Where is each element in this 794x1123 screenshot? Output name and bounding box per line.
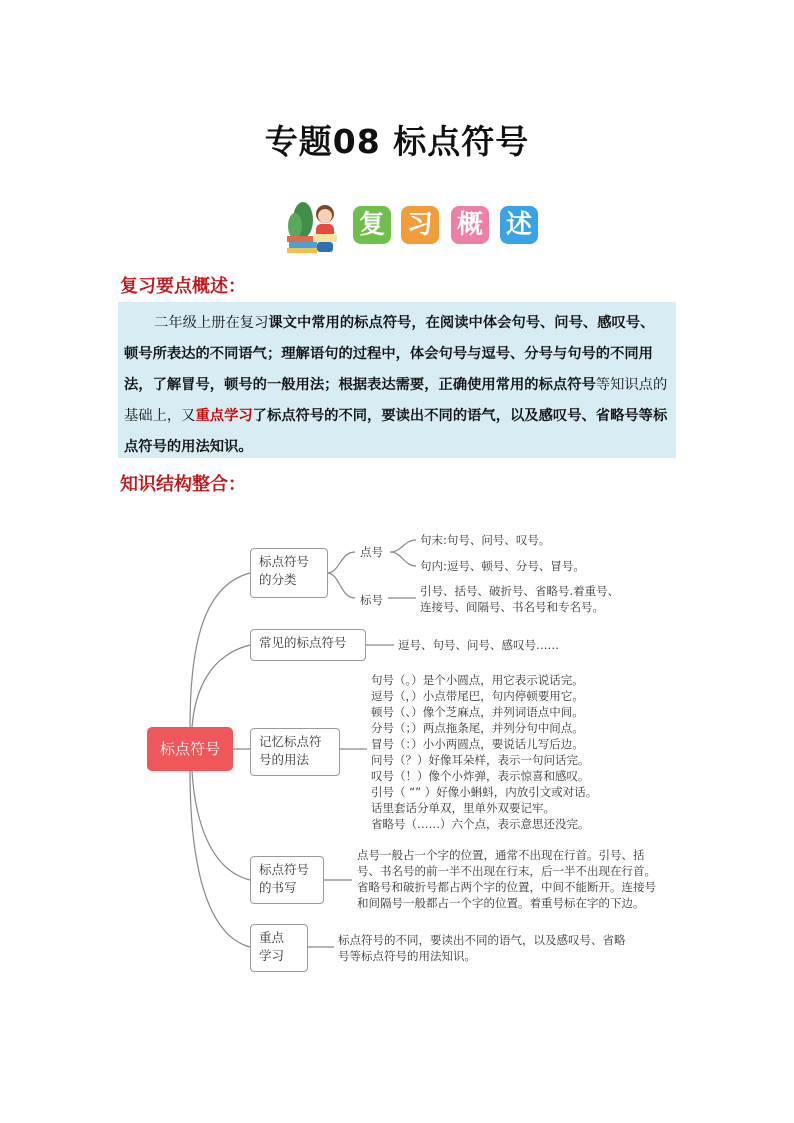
branch-label-line: 标点符号	[259, 862, 310, 877]
mindmap-branch-classification	[250, 548, 328, 598]
mindmap-text: 句末:句号、问号、叹号。	[420, 533, 551, 547]
summary-key-study: 重点学习	[195, 408, 253, 424]
mindmap-text: 引号（ “” ）好像小蝌蚪，内放引文或对话。	[371, 785, 598, 799]
branch-label-line: 学习	[259, 948, 285, 963]
mindmap-text: 分号（；）两点拖条尾，并列分句中间点。	[371, 721, 584, 735]
branch-label-line: 号的用法	[259, 752, 310, 767]
mindmap-text: 句内:逗号、顿号、分号、冒号。	[420, 559, 585, 573]
mindmap-text: 问号（？）好像耳朵样，表示一句问话完。	[371, 753, 590, 767]
summary-part-2: 课文中常用的标点符号，在阅读中体会句号、问号、感叹号、顿号所表达的不同语气；理解语句的过程中，体会句号与逗号、分号与句号的不同用法，了解冒号，顿号的一般用法；根据表达需要，正确使用常用的标点符号	[124, 315, 655, 393]
branch-label-line: 的分类	[259, 572, 297, 587]
mindmap-text: 逗号、句号、问号、感叹号……	[398, 638, 559, 652]
banner-char-4: 述	[500, 206, 538, 244]
mindmap-sub-dianhao: 点号	[360, 545, 383, 559]
branch-label-line: 重点	[259, 930, 285, 945]
mindmap-text: 顿号（、）像个芝麻点，并列词语点中间。	[371, 705, 584, 719]
mindmap-branch-memorize	[250, 728, 340, 776]
mindmap-text: 话里套话分单双，里单外双要记牢。	[371, 801, 555, 815]
banner-char-2: 习	[401, 206, 439, 244]
branch-label-line: 的书写	[259, 880, 297, 895]
mindmap-branch-key-study	[250, 924, 308, 972]
mindmap-branch-common	[250, 629, 366, 661]
mindmap-root: 标点符号	[147, 727, 233, 771]
mindmap-text: 省略号（……）六个点，表示意思还没完。	[371, 817, 590, 831]
mindmap-text: 叹号（！）像个小炸弹，表示惊喜和感叹。	[371, 769, 590, 783]
mindmap-branch-writing	[250, 856, 324, 904]
mindmap-text: 号等标点符号的用法知识。	[338, 949, 476, 963]
mindmap-text: 和间隔号一般都占一个字的位置。着重号标在字的下边。	[357, 896, 645, 910]
branch-label-line: 常见的标点符号	[259, 635, 347, 650]
mindmap-text: 句号（。）是个小圆点，用它表示说话完。	[371, 673, 584, 687]
summary-part-3: 等知识点的基础上，又	[124, 377, 668, 424]
mindmap-text: 逗号（，）小点带尾巴，句内停顿要用它。	[371, 689, 584, 703]
mindmap-text: 标点符号的不同，要读出不同的语气，以及感叹号、省略	[338, 933, 626, 947]
knowledge-structure-heading: 知识结构整合：	[120, 474, 246, 495]
mindmap-text: 省略号和破折号都占两个字的位置，中间不能断开。连接号	[357, 880, 656, 894]
summary-part-5: 了标点符号的不同，要读出不同的语气，以及感叹号、省略号等标点符号的用法知识。	[124, 408, 668, 455]
mindmap-text: 号、书名号的前一半不出现在行末，后一半不出现在行首。	[357, 864, 656, 878]
branch-label-line: 标点符号	[259, 554, 310, 569]
mindmap-text: 引号、括号、破折号、省略号.着重号、	[420, 584, 620, 598]
banner-char-3: 概	[451, 206, 489, 244]
page-title: 专题08 标点符号	[264, 122, 530, 161]
summary-part-1: 二年级上册在复习	[154, 315, 269, 331]
mindmap-sub-biaohao: 标号	[360, 593, 383, 607]
mindmap-text: 连接号、间隔号、书名号和专名号。	[420, 600, 604, 614]
banner-char-1: 复	[353, 206, 391, 244]
branch-label-line: 记忆标点符	[259, 734, 322, 749]
mindmap-text: 点号一般占一个字的位置，通常不出现在行首。引号、括	[357, 848, 645, 862]
mindmap-text: 冒号（：）小小两圆点，要说话儿写后边。	[371, 737, 584, 751]
review-summary-heading: 复习要点概述：	[120, 276, 246, 297]
